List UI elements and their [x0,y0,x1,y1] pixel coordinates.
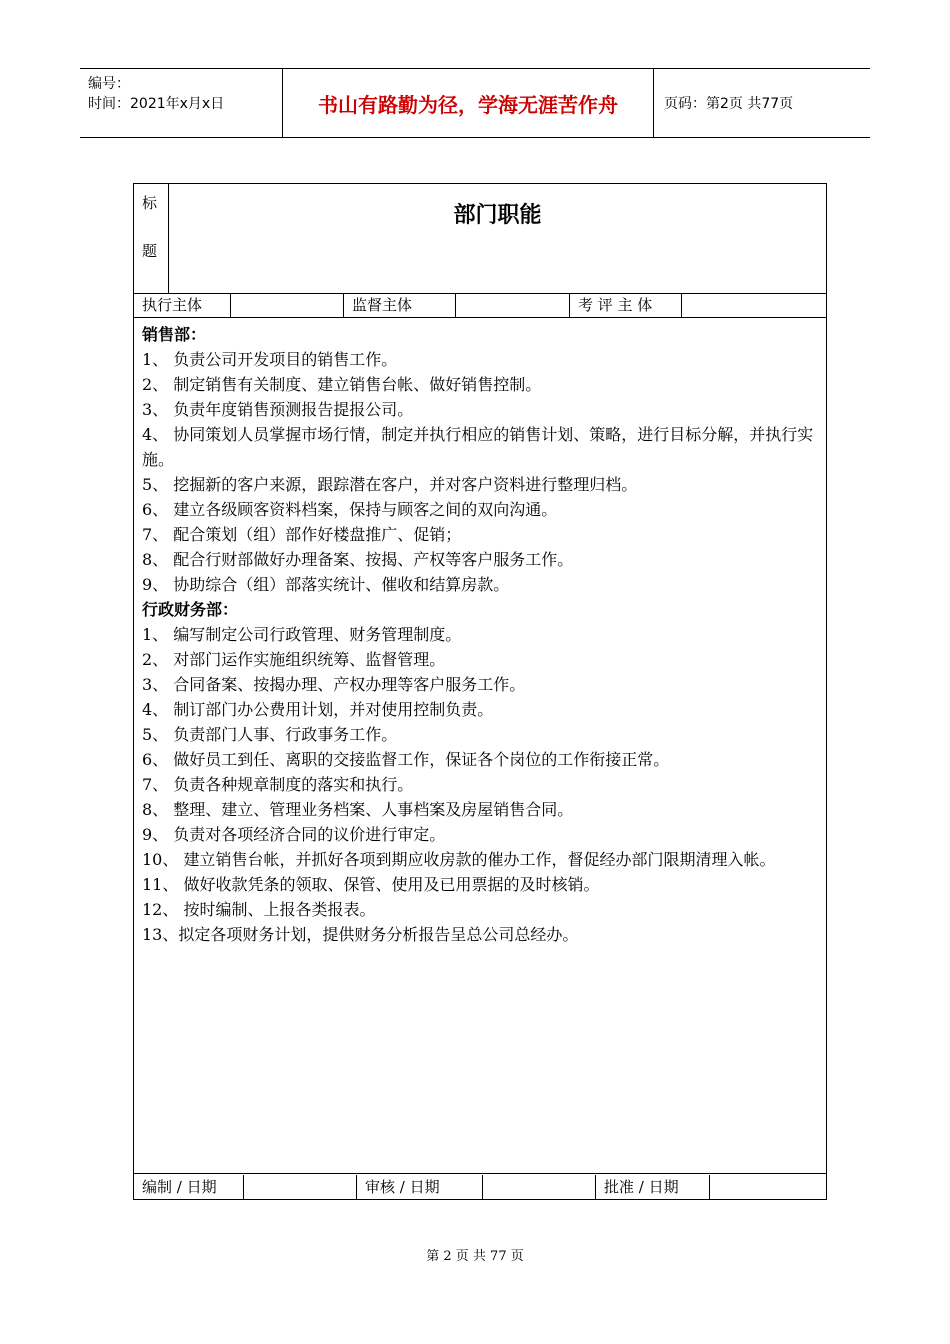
list-item: 12、 按时编制、上报各类报表。 [142,900,376,919]
page-footer: 第 2 页 共 77 页 [426,1249,524,1264]
duty-table [133,183,827,1200]
list-item: 11、 做好收款凭条的领取、保管、使用及已用票据的及时核销。 [142,875,600,894]
title-label-top: 标 [142,194,158,212]
list-item: 3、 负责年度销售预测报告提报公司。 [142,400,414,419]
time-label: 时间：2021年x月x日 [88,96,225,112]
meta-row [134,293,826,318]
list-item: 8、 配合行财部做好办理备案、按揭、产权等客户服务工作。 [142,550,574,569]
list-item: 4、 制订部门办公费用计划，并对使用控制负责。 [142,700,494,719]
signoff-row [134,1175,826,1199]
supervisor-value[interactable] [456,293,570,317]
evaluator-value[interactable] [682,293,826,317]
list-item: 6、 建立各级顾客资料档案，保持与顾客之间的双向沟通。 [142,500,558,519]
list-item: 1、 编写制定公司行政管理、财务管理制度。 [142,625,462,644]
title-row [134,184,826,294]
list-item: 2、 制定销售有关制度、建立销售台帐、做好销售控制。 [142,375,542,394]
list-item: 3、 合同备案、按揭办理、产权办理等客户服务工作。 [142,675,526,694]
list-item: 5、 挖掘新的客户来源，跟踪潜在客户，并对客户资料进行整理归档。 [142,475,638,494]
list-item: 2、 对部门运作实施组织统筹、监督管理。 [142,650,446,669]
title-label-bottom: 题 [142,242,158,260]
list-item: 10、 建立销售台帐，并抓好各项到期应收房款的催办工作，督促经办部门限期清理入帐。 [142,850,776,869]
code-label: 编号： [88,76,130,92]
title-label-cell [134,184,169,293]
prepared-label: 编制 / 日期 [134,1175,244,1199]
list-item: 9、 协助综合（组）部落实统计、催收和结算房款。 [142,575,510,594]
list-item: 7、 负责各种规章制度的落实和执行。 [142,775,414,794]
header-page-info: 页码：第2页 共77页 [664,96,794,112]
list-item: 9、 负责对各项经济合同的议价进行审定。 [142,825,446,844]
list-item: 1、 负责公司开发项目的销售工作。 [142,350,398,369]
approved-label: 批准 / 日期 [596,1175,710,1199]
evaluator-label: 考 评 主 体 [570,293,682,317]
prepared-value[interactable] [244,1175,357,1199]
section-heading-sales: 销售部： [142,325,207,344]
header-motto: 书山有路勤为径，学海无涯苦作舟 [283,69,654,137]
list-item: 7、 配合策划（组）部作好楼盘推广、促销； [142,525,462,544]
section-heading-admin-finance: 行政财务部： [142,600,239,619]
page-header [80,68,870,138]
document-title: 部门职能 [453,203,542,228]
header-meta [80,69,283,137]
executor-value[interactable] [231,293,344,317]
reviewed-value[interactable] [483,1175,596,1199]
list-item: 8、 整理、建立、管理业务档案、人事档案及房屋销售合同。 [142,800,574,819]
list-item: 5、 负责部门人事、行政事务工作。 [142,725,398,744]
content-area [134,318,826,1174]
list-item: 4、 协同策划人员掌握市场行情，制定并执行相应的销售计划、策略，进行目标分解，并执行实施。 [142,425,814,469]
list-item: 6、 做好员工到任、离职的交接监督工作，保证各个岗位的工作衔接正常。 [142,750,670,769]
list-item: 13、拟定各项财务计划，提供财务分析报告呈总公司总经办。 [142,925,579,944]
supervisor-label: 监督主体 [344,293,456,317]
executor-label: 执行主体 [134,293,231,317]
approved-value[interactable] [710,1175,826,1199]
reviewed-label: 审核 / 日期 [357,1175,483,1199]
